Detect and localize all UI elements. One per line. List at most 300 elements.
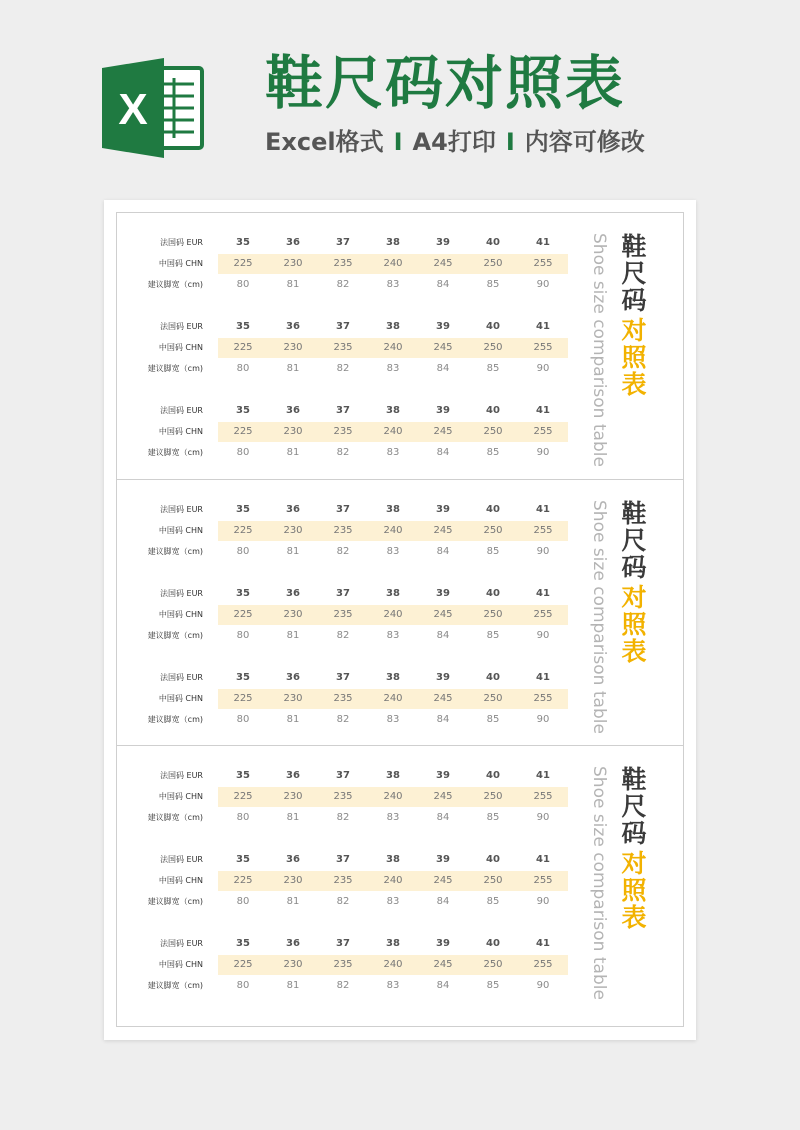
row-label: 建议脚宽（cm) bbox=[147, 280, 203, 289]
size-cell: 235 bbox=[333, 258, 353, 269]
side-title-english: Shoe size comparison table bbox=[589, 500, 609, 734]
size-cell: 41 bbox=[536, 237, 550, 248]
size-cell: 240 bbox=[383, 342, 403, 353]
size-cell: 38 bbox=[386, 672, 400, 683]
row-cells bbox=[218, 443, 568, 463]
size-group bbox=[117, 850, 583, 912]
size-cell: 82 bbox=[336, 980, 350, 991]
row-cells bbox=[218, 542, 568, 562]
size-cell: 225 bbox=[233, 609, 253, 620]
row-label: 建议脚宽（cm) bbox=[147, 631, 203, 640]
subtitle-separator: I bbox=[505, 128, 515, 156]
size-cell: 37 bbox=[336, 405, 350, 416]
size-cell: 245 bbox=[433, 426, 453, 437]
size-cell: 39 bbox=[436, 237, 450, 248]
eur-row bbox=[117, 766, 583, 786]
size-cell: 250 bbox=[483, 693, 503, 704]
size-cell: 83 bbox=[386, 714, 400, 725]
size-cell: 225 bbox=[233, 258, 253, 269]
size-cell: 82 bbox=[336, 896, 350, 907]
size-cell: 83 bbox=[386, 363, 400, 374]
row-cells bbox=[218, 668, 568, 688]
size-cell: 250 bbox=[483, 258, 503, 269]
size-cell: 41 bbox=[536, 938, 550, 949]
size-cell: 82 bbox=[336, 546, 350, 557]
size-cell: 37 bbox=[336, 237, 350, 248]
size-cell: 84 bbox=[436, 447, 450, 458]
page-title: 鞋尺码对照表 bbox=[265, 49, 626, 117]
size-cell: 235 bbox=[333, 875, 353, 886]
row-cells bbox=[218, 766, 568, 786]
row-label: 法国码 EUR bbox=[159, 322, 203, 331]
size-cell: 36 bbox=[286, 938, 300, 949]
size-cell: 85 bbox=[486, 812, 500, 823]
foot-width-row bbox=[117, 542, 583, 562]
size-cell: 225 bbox=[233, 875, 253, 886]
size-cell: 40 bbox=[486, 854, 500, 865]
table-frame bbox=[116, 212, 684, 1027]
size-cell: 230 bbox=[283, 875, 303, 886]
size-cell: 35 bbox=[236, 321, 250, 332]
size-cell: 90 bbox=[536, 980, 550, 991]
row-cells bbox=[218, 934, 568, 954]
size-cell: 39 bbox=[436, 405, 450, 416]
size-cell: 38 bbox=[386, 405, 400, 416]
size-cell: 37 bbox=[336, 588, 350, 599]
size-cell: 225 bbox=[233, 342, 253, 353]
row-label: 法国码 EUR bbox=[159, 406, 203, 415]
size-cell: 235 bbox=[333, 959, 353, 970]
size-cell: 245 bbox=[433, 959, 453, 970]
size-cell: 230 bbox=[283, 258, 303, 269]
size-cell: 245 bbox=[433, 258, 453, 269]
size-cell: 41 bbox=[536, 770, 550, 781]
size-cell: 83 bbox=[386, 447, 400, 458]
size-cell: 39 bbox=[436, 504, 450, 515]
row-cells bbox=[218, 254, 568, 274]
size-cell: 41 bbox=[536, 405, 550, 416]
size-cell: 90 bbox=[536, 546, 550, 557]
size-cell: 230 bbox=[283, 959, 303, 970]
size-cell: 82 bbox=[336, 812, 350, 823]
size-cell: 80 bbox=[236, 630, 250, 641]
row-label: 中国码 CHN bbox=[158, 610, 203, 619]
size-cell: 84 bbox=[436, 980, 450, 991]
subtitle-format: Excel格式 bbox=[265, 128, 384, 156]
foot-width-row bbox=[117, 808, 583, 828]
size-cell: 35 bbox=[236, 938, 250, 949]
size-cell: 245 bbox=[433, 525, 453, 536]
side-title bbox=[587, 233, 683, 467]
chn-row bbox=[117, 605, 583, 625]
chn-row bbox=[117, 338, 583, 358]
chn-row bbox=[117, 422, 583, 442]
size-cell: 39 bbox=[436, 588, 450, 599]
side-title-chinese-dark: 鞋尺码 bbox=[618, 500, 647, 581]
eur-row bbox=[117, 668, 583, 688]
foot-width-row bbox=[117, 710, 583, 730]
size-cell: 35 bbox=[236, 588, 250, 599]
size-cell: 80 bbox=[236, 714, 250, 725]
size-cell: 90 bbox=[536, 896, 550, 907]
eur-row bbox=[117, 401, 583, 421]
size-cell: 235 bbox=[333, 426, 353, 437]
size-cell: 41 bbox=[536, 321, 550, 332]
size-cell: 255 bbox=[533, 342, 553, 353]
side-title-english: Shoe size comparison table bbox=[589, 766, 609, 1000]
size-cell: 38 bbox=[386, 938, 400, 949]
size-group bbox=[117, 500, 583, 562]
size-cell: 40 bbox=[486, 588, 500, 599]
size-cell: 250 bbox=[483, 791, 503, 802]
size-cell: 245 bbox=[433, 791, 453, 802]
size-cell: 240 bbox=[383, 609, 403, 620]
size-cell: 80 bbox=[236, 279, 250, 290]
size-cell: 36 bbox=[286, 321, 300, 332]
size-cell: 85 bbox=[486, 546, 500, 557]
row-cells bbox=[218, 955, 568, 975]
size-cell: 85 bbox=[486, 980, 500, 991]
size-cell: 84 bbox=[436, 630, 450, 641]
size-cell: 85 bbox=[486, 279, 500, 290]
size-cell: 39 bbox=[436, 938, 450, 949]
chn-row bbox=[117, 254, 583, 274]
size-cell: 35 bbox=[236, 504, 250, 515]
side-title-english: Shoe size comparison table bbox=[589, 233, 609, 467]
size-cell: 80 bbox=[236, 980, 250, 991]
row-label: 建议脚宽（cm) bbox=[147, 981, 203, 990]
size-cell: 38 bbox=[386, 321, 400, 332]
row-label: 建议脚宽（cm) bbox=[147, 364, 203, 373]
row-label: 法国码 EUR bbox=[159, 939, 203, 948]
size-cell: 82 bbox=[336, 630, 350, 641]
chn-row bbox=[117, 689, 583, 709]
size-cell: 85 bbox=[486, 447, 500, 458]
size-cell: 35 bbox=[236, 405, 250, 416]
size-cell: 40 bbox=[486, 938, 500, 949]
size-cell: 39 bbox=[436, 321, 450, 332]
eur-row bbox=[117, 934, 583, 954]
row-label: 中国码 CHN bbox=[158, 259, 203, 268]
chn-row bbox=[117, 955, 583, 975]
size-cell: 245 bbox=[433, 342, 453, 353]
side-title-chinese-dark: 鞋尺码 bbox=[618, 766, 647, 847]
size-cell: 84 bbox=[436, 896, 450, 907]
size-cell: 235 bbox=[333, 609, 353, 620]
size-cell: 80 bbox=[236, 812, 250, 823]
size-group bbox=[117, 584, 583, 646]
size-cell: 36 bbox=[286, 770, 300, 781]
size-cell: 230 bbox=[283, 791, 303, 802]
eur-row bbox=[117, 500, 583, 520]
size-cell: 81 bbox=[286, 363, 300, 374]
size-cell: 235 bbox=[333, 342, 353, 353]
row-cells bbox=[218, 976, 568, 996]
size-cell: 41 bbox=[536, 672, 550, 683]
size-cell: 90 bbox=[536, 812, 550, 823]
size-cell: 245 bbox=[433, 875, 453, 886]
size-cell: 81 bbox=[286, 630, 300, 641]
eur-row bbox=[117, 233, 583, 253]
size-cell: 250 bbox=[483, 525, 503, 536]
size-cell: 83 bbox=[386, 546, 400, 557]
row-cells bbox=[218, 689, 568, 709]
row-cells bbox=[218, 850, 568, 870]
size-cell: 250 bbox=[483, 426, 503, 437]
size-cell: 240 bbox=[383, 258, 403, 269]
foot-width-row bbox=[117, 976, 583, 996]
row-label: 法国码 EUR bbox=[159, 855, 203, 864]
foot-width-row bbox=[117, 626, 583, 646]
size-cell: 225 bbox=[233, 525, 253, 536]
row-label: 中国码 CHN bbox=[158, 694, 203, 703]
foot-width-row bbox=[117, 892, 583, 912]
size-cell: 35 bbox=[236, 672, 250, 683]
row-label: 中国码 CHN bbox=[158, 526, 203, 535]
page-header bbox=[0, 0, 800, 200]
foot-width-row bbox=[117, 443, 583, 463]
size-cell: 82 bbox=[336, 363, 350, 374]
row-cells bbox=[218, 710, 568, 730]
row-cells bbox=[218, 605, 568, 625]
row-label: 法国码 EUR bbox=[159, 238, 203, 247]
size-cell: 35 bbox=[236, 770, 250, 781]
size-cell: 255 bbox=[533, 258, 553, 269]
eur-row bbox=[117, 584, 583, 604]
foot-width-row bbox=[117, 359, 583, 379]
size-cell: 230 bbox=[283, 342, 303, 353]
row-cells bbox=[218, 626, 568, 646]
side-title-chinese-accent: 对照表 bbox=[618, 317, 647, 398]
size-cell: 225 bbox=[233, 426, 253, 437]
row-label: 建议脚宽（cm) bbox=[147, 448, 203, 457]
size-group bbox=[117, 668, 583, 730]
size-cell: 84 bbox=[436, 714, 450, 725]
size-cell: 37 bbox=[336, 672, 350, 683]
size-cell: 255 bbox=[533, 875, 553, 886]
size-group bbox=[117, 766, 583, 828]
size-cell: 40 bbox=[486, 405, 500, 416]
row-cells bbox=[218, 275, 568, 295]
size-cell: 39 bbox=[436, 672, 450, 683]
size-cell: 38 bbox=[386, 854, 400, 865]
size-cell: 84 bbox=[436, 812, 450, 823]
page-subtitle bbox=[265, 124, 645, 160]
size-cell: 35 bbox=[236, 237, 250, 248]
row-label: 中国码 CHN bbox=[158, 876, 203, 885]
size-cell: 81 bbox=[286, 896, 300, 907]
size-cell: 38 bbox=[386, 770, 400, 781]
size-cell: 39 bbox=[436, 770, 450, 781]
size-cell: 85 bbox=[486, 714, 500, 725]
subtitle-print: A4打印 bbox=[412, 128, 496, 156]
size-cell: 235 bbox=[333, 693, 353, 704]
size-cell: 80 bbox=[236, 546, 250, 557]
size-cell: 90 bbox=[536, 630, 550, 641]
size-cell: 255 bbox=[533, 791, 553, 802]
size-group bbox=[117, 934, 583, 996]
document-sheet bbox=[104, 200, 696, 1040]
chn-row bbox=[117, 787, 583, 807]
row-label: 建议脚宽（cm) bbox=[147, 897, 203, 906]
side-title-chinese-dark: 鞋尺码 bbox=[618, 233, 647, 314]
size-cell: 255 bbox=[533, 525, 553, 536]
row-cells bbox=[218, 584, 568, 604]
size-cell: 240 bbox=[383, 959, 403, 970]
size-cell: 81 bbox=[286, 447, 300, 458]
size-cell: 83 bbox=[386, 279, 400, 290]
size-cell: 80 bbox=[236, 363, 250, 374]
size-cell: 35 bbox=[236, 854, 250, 865]
eur-row bbox=[117, 317, 583, 337]
size-cell: 81 bbox=[286, 279, 300, 290]
side-title-chinese-accent: 对照表 bbox=[618, 584, 647, 665]
row-cells bbox=[218, 401, 568, 421]
foot-width-row bbox=[117, 275, 583, 295]
row-cells bbox=[218, 892, 568, 912]
size-cell: 82 bbox=[336, 714, 350, 725]
size-cell: 82 bbox=[336, 447, 350, 458]
row-cells bbox=[218, 338, 568, 358]
size-cell: 39 bbox=[436, 854, 450, 865]
size-cell: 83 bbox=[386, 896, 400, 907]
size-cell: 230 bbox=[283, 525, 303, 536]
size-cell: 255 bbox=[533, 426, 553, 437]
row-cells bbox=[218, 233, 568, 253]
size-cell: 36 bbox=[286, 672, 300, 683]
size-cell: 37 bbox=[336, 321, 350, 332]
size-cell: 40 bbox=[486, 672, 500, 683]
side-title-chinese-accent: 对照表 bbox=[618, 850, 647, 931]
row-cells bbox=[218, 422, 568, 442]
size-group bbox=[117, 317, 583, 379]
size-cell: 225 bbox=[233, 693, 253, 704]
size-cell: 84 bbox=[436, 279, 450, 290]
size-cell: 250 bbox=[483, 609, 503, 620]
size-cell: 38 bbox=[386, 588, 400, 599]
size-cell: 85 bbox=[486, 363, 500, 374]
size-cell: 82 bbox=[336, 279, 350, 290]
chn-row bbox=[117, 521, 583, 541]
size-cell: 40 bbox=[486, 237, 500, 248]
subtitle-editable: 内容可修改 bbox=[524, 128, 645, 156]
size-cell: 37 bbox=[336, 770, 350, 781]
size-cell: 81 bbox=[286, 714, 300, 725]
size-cell: 38 bbox=[386, 504, 400, 515]
row-cells bbox=[218, 871, 568, 891]
size-cell: 40 bbox=[486, 770, 500, 781]
size-cell: 240 bbox=[383, 525, 403, 536]
size-cell: 240 bbox=[383, 791, 403, 802]
size-cell: 85 bbox=[486, 896, 500, 907]
size-cell: 235 bbox=[333, 791, 353, 802]
size-cell: 37 bbox=[336, 938, 350, 949]
row-label: 法国码 EUR bbox=[159, 505, 203, 514]
size-cell: 36 bbox=[286, 854, 300, 865]
size-cell: 250 bbox=[483, 342, 503, 353]
row-cells bbox=[218, 500, 568, 520]
size-cell: 250 bbox=[483, 959, 503, 970]
size-cell: 235 bbox=[333, 525, 353, 536]
size-cell: 90 bbox=[536, 714, 550, 725]
size-cell: 38 bbox=[386, 237, 400, 248]
row-label: 中国码 CHN bbox=[158, 792, 203, 801]
size-cell: 81 bbox=[286, 546, 300, 557]
size-cell: 84 bbox=[436, 363, 450, 374]
side-title bbox=[587, 766, 683, 1000]
size-cell: 240 bbox=[383, 693, 403, 704]
size-cell: 41 bbox=[536, 504, 550, 515]
size-cell: 90 bbox=[536, 447, 550, 458]
size-panel bbox=[117, 479, 683, 746]
size-cell: 41 bbox=[536, 588, 550, 599]
size-cell: 37 bbox=[336, 504, 350, 515]
row-label: 法国码 EUR bbox=[159, 673, 203, 682]
row-cells bbox=[218, 808, 568, 828]
size-cell: 83 bbox=[386, 630, 400, 641]
subtitle-separator: I bbox=[393, 128, 403, 156]
size-cell: 245 bbox=[433, 693, 453, 704]
size-cell: 245 bbox=[433, 609, 453, 620]
row-label: 法国码 EUR bbox=[159, 771, 203, 780]
size-cell: 36 bbox=[286, 237, 300, 248]
size-cell: 40 bbox=[486, 504, 500, 515]
eur-row bbox=[117, 850, 583, 870]
size-cell: 225 bbox=[233, 959, 253, 970]
row-label: 建议脚宽（cm) bbox=[147, 547, 203, 556]
size-cell: 83 bbox=[386, 980, 400, 991]
size-cell: 240 bbox=[383, 426, 403, 437]
size-cell: 230 bbox=[283, 426, 303, 437]
chn-row bbox=[117, 871, 583, 891]
size-cell: 80 bbox=[236, 447, 250, 458]
size-cell: 81 bbox=[286, 980, 300, 991]
size-cell: 225 bbox=[233, 791, 253, 802]
row-cells bbox=[218, 787, 568, 807]
size-cell: 36 bbox=[286, 405, 300, 416]
row-label: 建议脚宽（cm) bbox=[147, 715, 203, 724]
row-cells bbox=[218, 521, 568, 541]
size-cell: 230 bbox=[283, 693, 303, 704]
row-cells bbox=[218, 359, 568, 379]
size-cell: 36 bbox=[286, 504, 300, 515]
size-cell: 81 bbox=[286, 812, 300, 823]
side-title bbox=[587, 500, 683, 734]
size-cell: 80 bbox=[236, 896, 250, 907]
size-group bbox=[117, 401, 583, 463]
size-cell: 250 bbox=[483, 875, 503, 886]
size-cell: 84 bbox=[436, 546, 450, 557]
size-cell: 230 bbox=[283, 609, 303, 620]
size-panel bbox=[117, 213, 683, 479]
row-label: 中国码 CHN bbox=[158, 960, 203, 969]
row-cells bbox=[218, 317, 568, 337]
size-cell: 240 bbox=[383, 875, 403, 886]
size-cell: 90 bbox=[536, 363, 550, 374]
size-cell: 255 bbox=[533, 609, 553, 620]
size-cell: 37 bbox=[336, 854, 350, 865]
size-cell: 255 bbox=[533, 959, 553, 970]
size-cell: 255 bbox=[533, 693, 553, 704]
size-cell: 36 bbox=[286, 588, 300, 599]
row-label: 建议脚宽（cm) bbox=[147, 813, 203, 822]
size-cell: 41 bbox=[536, 854, 550, 865]
size-panel bbox=[117, 745, 683, 1012]
row-label: 法国码 EUR bbox=[159, 589, 203, 598]
size-cell: 85 bbox=[486, 630, 500, 641]
size-cell: 83 bbox=[386, 812, 400, 823]
row-label: 中国码 CHN bbox=[158, 427, 203, 436]
